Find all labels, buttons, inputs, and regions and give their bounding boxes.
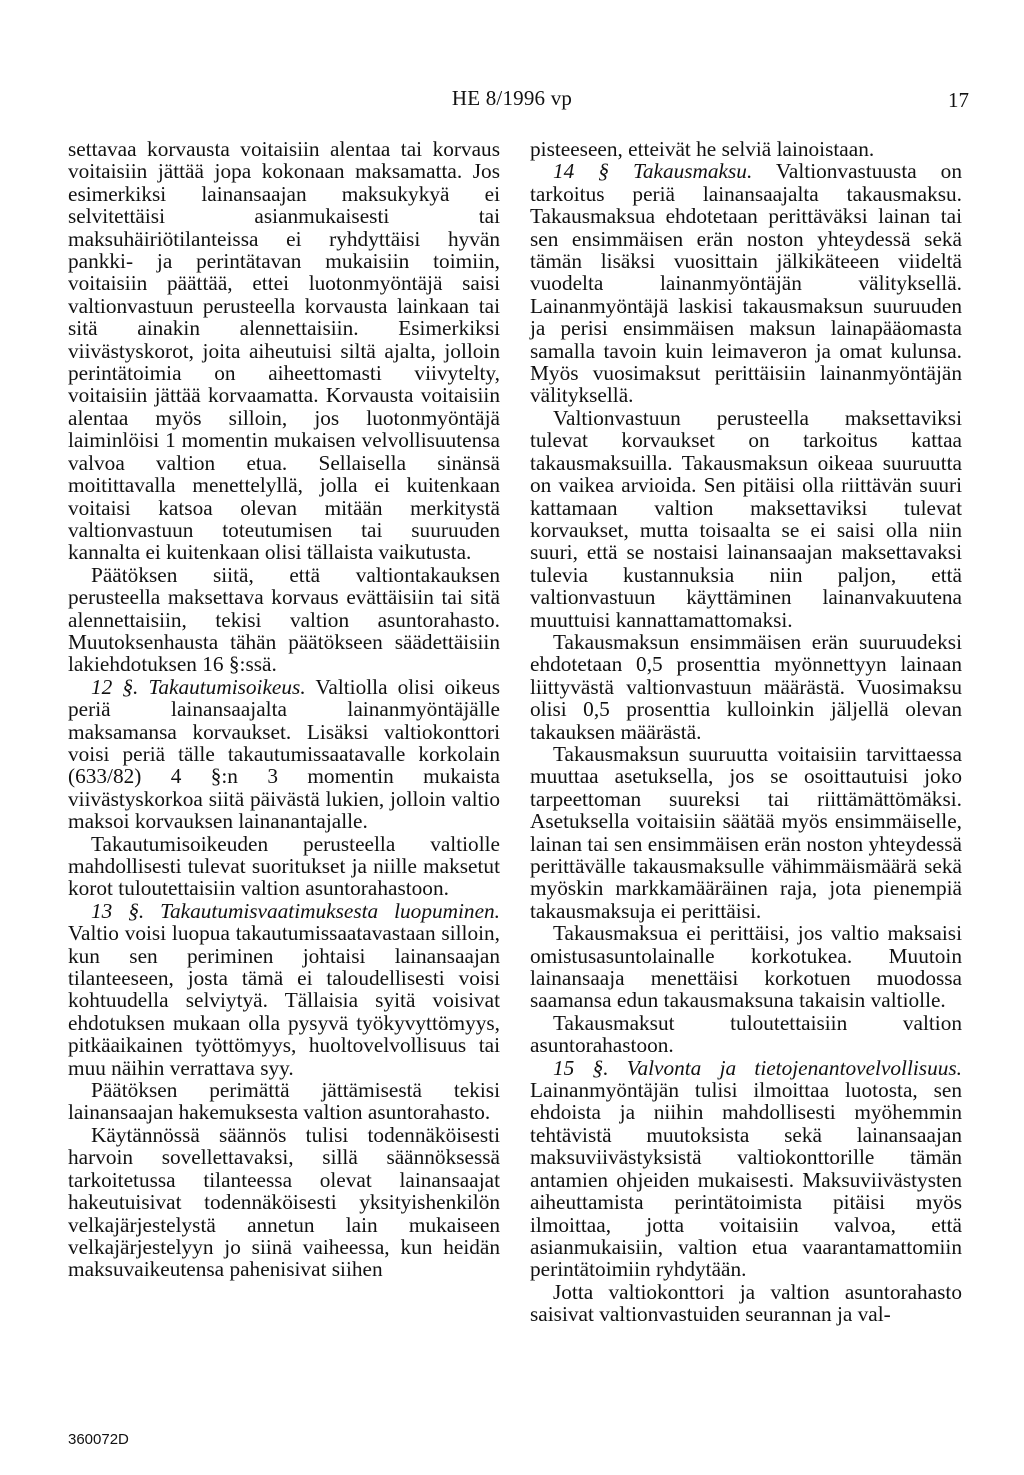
section-13 (68, 900, 500, 1079)
right-column (530, 138, 962, 1326)
page-number: 17 (948, 88, 969, 112)
section-text: Valtio voisi luopua takautumissaatavastaan silloin, kun sen periminen johtaisi lainansaajan tilanteeseen, josta tämä ei taloudellisesti voisi kohtuudella selviytyä. Tällaisia syitä voisivat ehdotuksen mukaan olla pysyvä työkyvyttömyys, pitkäaikainen työttömyys, huoltovelvollisuus tai muu näihin verrattava syy. (68, 921, 500, 1080)
section-text: Lainanmyöntäjän tulisi ilmoittaa luotosta, sen ehdoista ja niihin mahdollisesti myöhemmin tehtävistä muutoksista sekä lainansaajan maksuviivästyksistä valtiokonttorille tämän antamien ohjeiden mukaisesti. Maksuviivästysten aiheuttamista perintätoimista pitäisi myös ilmoittaa, jotta voitaisiin valvoa, että asianmukaisiin, valtion etua vaarantamattomiin perintätoimiin ryhdytään. (530, 1078, 962, 1282)
paragraph: Takautumisoikeuden perusteella valtiolle mahdollisesti tulevat suoritukset ja niille maksetut korot tuloutettaisiin valtion asuntorahastoon. (68, 831, 500, 901)
section-number: 15 §. (553, 1055, 609, 1080)
section-title: Takautumisvaatimuksesta luopuminen. (160, 898, 500, 923)
section-number: 12 §. (91, 674, 139, 699)
section-text: Valtiolla olisi oikeus periä lainansaajalta lainanmyöntäjälle maksamansa korvaukset. Lisäksi valtiokonttori voisi periä tälle takautumissaatavalle korkolain (633/82) 4 §:n 3 momentin mukaista viivästyskorkoa siitä päivästä lukien, jolloin valtio maksoi korvauksen lainanantajalle. (68, 674, 500, 834)
paragraph: Valtionvastuun perusteella maksettaviksi tulevat korvaukset on tarkoitus kattaa takausmaksuilla. Takausmaksun oikeaa suuruutta on vaikea arvioida. Sen pitäisi olla riittävän suuri kattamaan valtion maksettaviksi tulevat korvaukset, mutta toisaalta se ei saisi olla niin suuri, että se nostaisi lainansaajan maksettavaksi tulevia kustannuksia niin paljon, että valtionvastuun käyttäminen lainanvakuutena muuttuisi kannattamattomaksi. (530, 405, 962, 632)
paragraph: pisteeseen, etteivät he selviä lainoistaan. (530, 137, 875, 161)
paragraph: settavaa korvausta voitaisiin alentaa tai korvaus voitaisiin jättää jopa kokonaan maksamatta. Jos esimerkiksi lainansaajan maksukykyä ei selvitettäisi asianmukaisesti tai maksuhäiriötilanteissa ei ryhdyttäisi hyvän pankki- ja perintätavan mukaisiin toimiin, voitaisiin päättää, ettei luotonmyöntäjä saisi valtionvastuun perusteella korvausta lainkaan tai sitä ainakin alennettaisiin. Esimerkiksi viivästyskorot, joita aiheutuisi siltä ajalta, jolloin perintätoimia on aiheettomasti viivytelty, voitaisiin jättää korvaamatta. Korvausta voitaisiin alentaa myös silloin, jos luotonmyöntäjä laiminlöisi 1 momentin mukaisen velvollisuutensa valvoa valtion etua. Sellaisella sinänsä moitittavalla menettelyllä, jolla ei kuitenkaan voitaisi katsoa olevan mitään merkitystä valtionvastuun toteutumisen tai suuruuden kannalta ei kuitenkaan olisi tällaista vaikutusta. (68, 137, 500, 565)
section-number: 13 §. (91, 898, 145, 923)
paragraph: Takausmaksua ei perittäisi, jos valtio maksaisi omistusasuntolainalle korkotukea. Muutoin lainansaaja menettäisi korkotuen muodossa saamansa edun takausmaksuna takaisin valtiolle. (530, 921, 962, 1013)
paragraph: Takausmaksut tuloutettaisiin valtion asuntorahastoon. (530, 1010, 962, 1058)
section-title: Takautumisoikeus. (148, 674, 306, 699)
left-column (68, 138, 500, 1281)
paragraph: Takausmaksun ensimmäisen erän suuruudeksi ehdotetaan 0,5 prosenttia myönnettyyn lainaan liittyvästä valtionvastuun määrästä. Vuosimaksu olisi 0,5 prosenttia kulloinkin jäljellä olevan takauksen määrästä. (530, 629, 962, 744)
paragraph: Käytännössä säännös tulisi todennäköisesti harvoin sovellettavaksi, sillä säännöksessä tarkoitetussa tilanteessa olevat lainansaajat hakeutuisivat todennäköisesti yksityishenkilön velkajärjestelystä annetun lain mukaiseen velkajärjestelyyn jo siinä vaiheessa, kun heidän maksuvaikeutensa pahenisivat siihen (68, 1122, 500, 1282)
section-14 (530, 160, 962, 406)
page-header-title: HE 8/1996 vp (451, 86, 573, 110)
section-title: Valvonta ja tietojenantovelvollisuus. (626, 1055, 963, 1080)
section-number: 14 § (553, 159, 609, 184)
paragraph: Jotta valtiokonttori ja valtion asuntorahasto saisivat valtionvastuiden seurannan ja val- (530, 1279, 962, 1327)
paragraph: Päätöksen perimättä jättämisestä tekisi lainansaajan hakemuksesta valtion asuntorahasto. (68, 1078, 500, 1125)
section-15 (530, 1057, 962, 1281)
section-title: Takausmaksu. (632, 159, 753, 184)
section-12 (68, 676, 500, 833)
section-text: Valtionvastuusta on tarkoitus periä lainansaajalta takausmaksu. Takausmaksua ehdotetaan perittäväksi lainan tai sen ensimmäisen erän noston yhteydessä sekä tämän lisäksi vuosittain jälkikäteeen viideltä vuodelta lainanmyöntäjän välityksellä. Lainanmyöntäjä laskisi takausmaksun suuruuden ja perisi ensimmäisen maksun lainapääomasta samalla tavoin kuin leimaveron ja omat kulunsa. Myös vuosimaksut perittäisiin lainanmyöntäjän välityksellä. (530, 159, 962, 408)
paragraph: Takausmaksun suuruutta voitaisiin tarvittaessa muuttaa asetuksella, jos se osoittautuisi joko tarpeettoman suureksi tai riittämättömäksi. Asetuksella voitaisiin säätää myös ensimmäiselle, lainan tai sen ensimmäisen erän noston yhteydessä perittävälle takausmaksulle vähimmäismäärä sekä myöskin markkamääräinen raja, jota pienempiä takausmaksuja ei perittäisi. (530, 741, 962, 923)
document-code: 360072D (68, 1431, 129, 1448)
paragraph: Päätöksen siitä, että valtiontakauksen perusteella maksettava korvaus evättäisiin tai sitä alennettaisiin, tekisi valtion asuntorahasto. Muutoksenhausta tähän päätökseen säädettäisiin lakiehdotuksen 16 §:ssä. (68, 562, 500, 677)
